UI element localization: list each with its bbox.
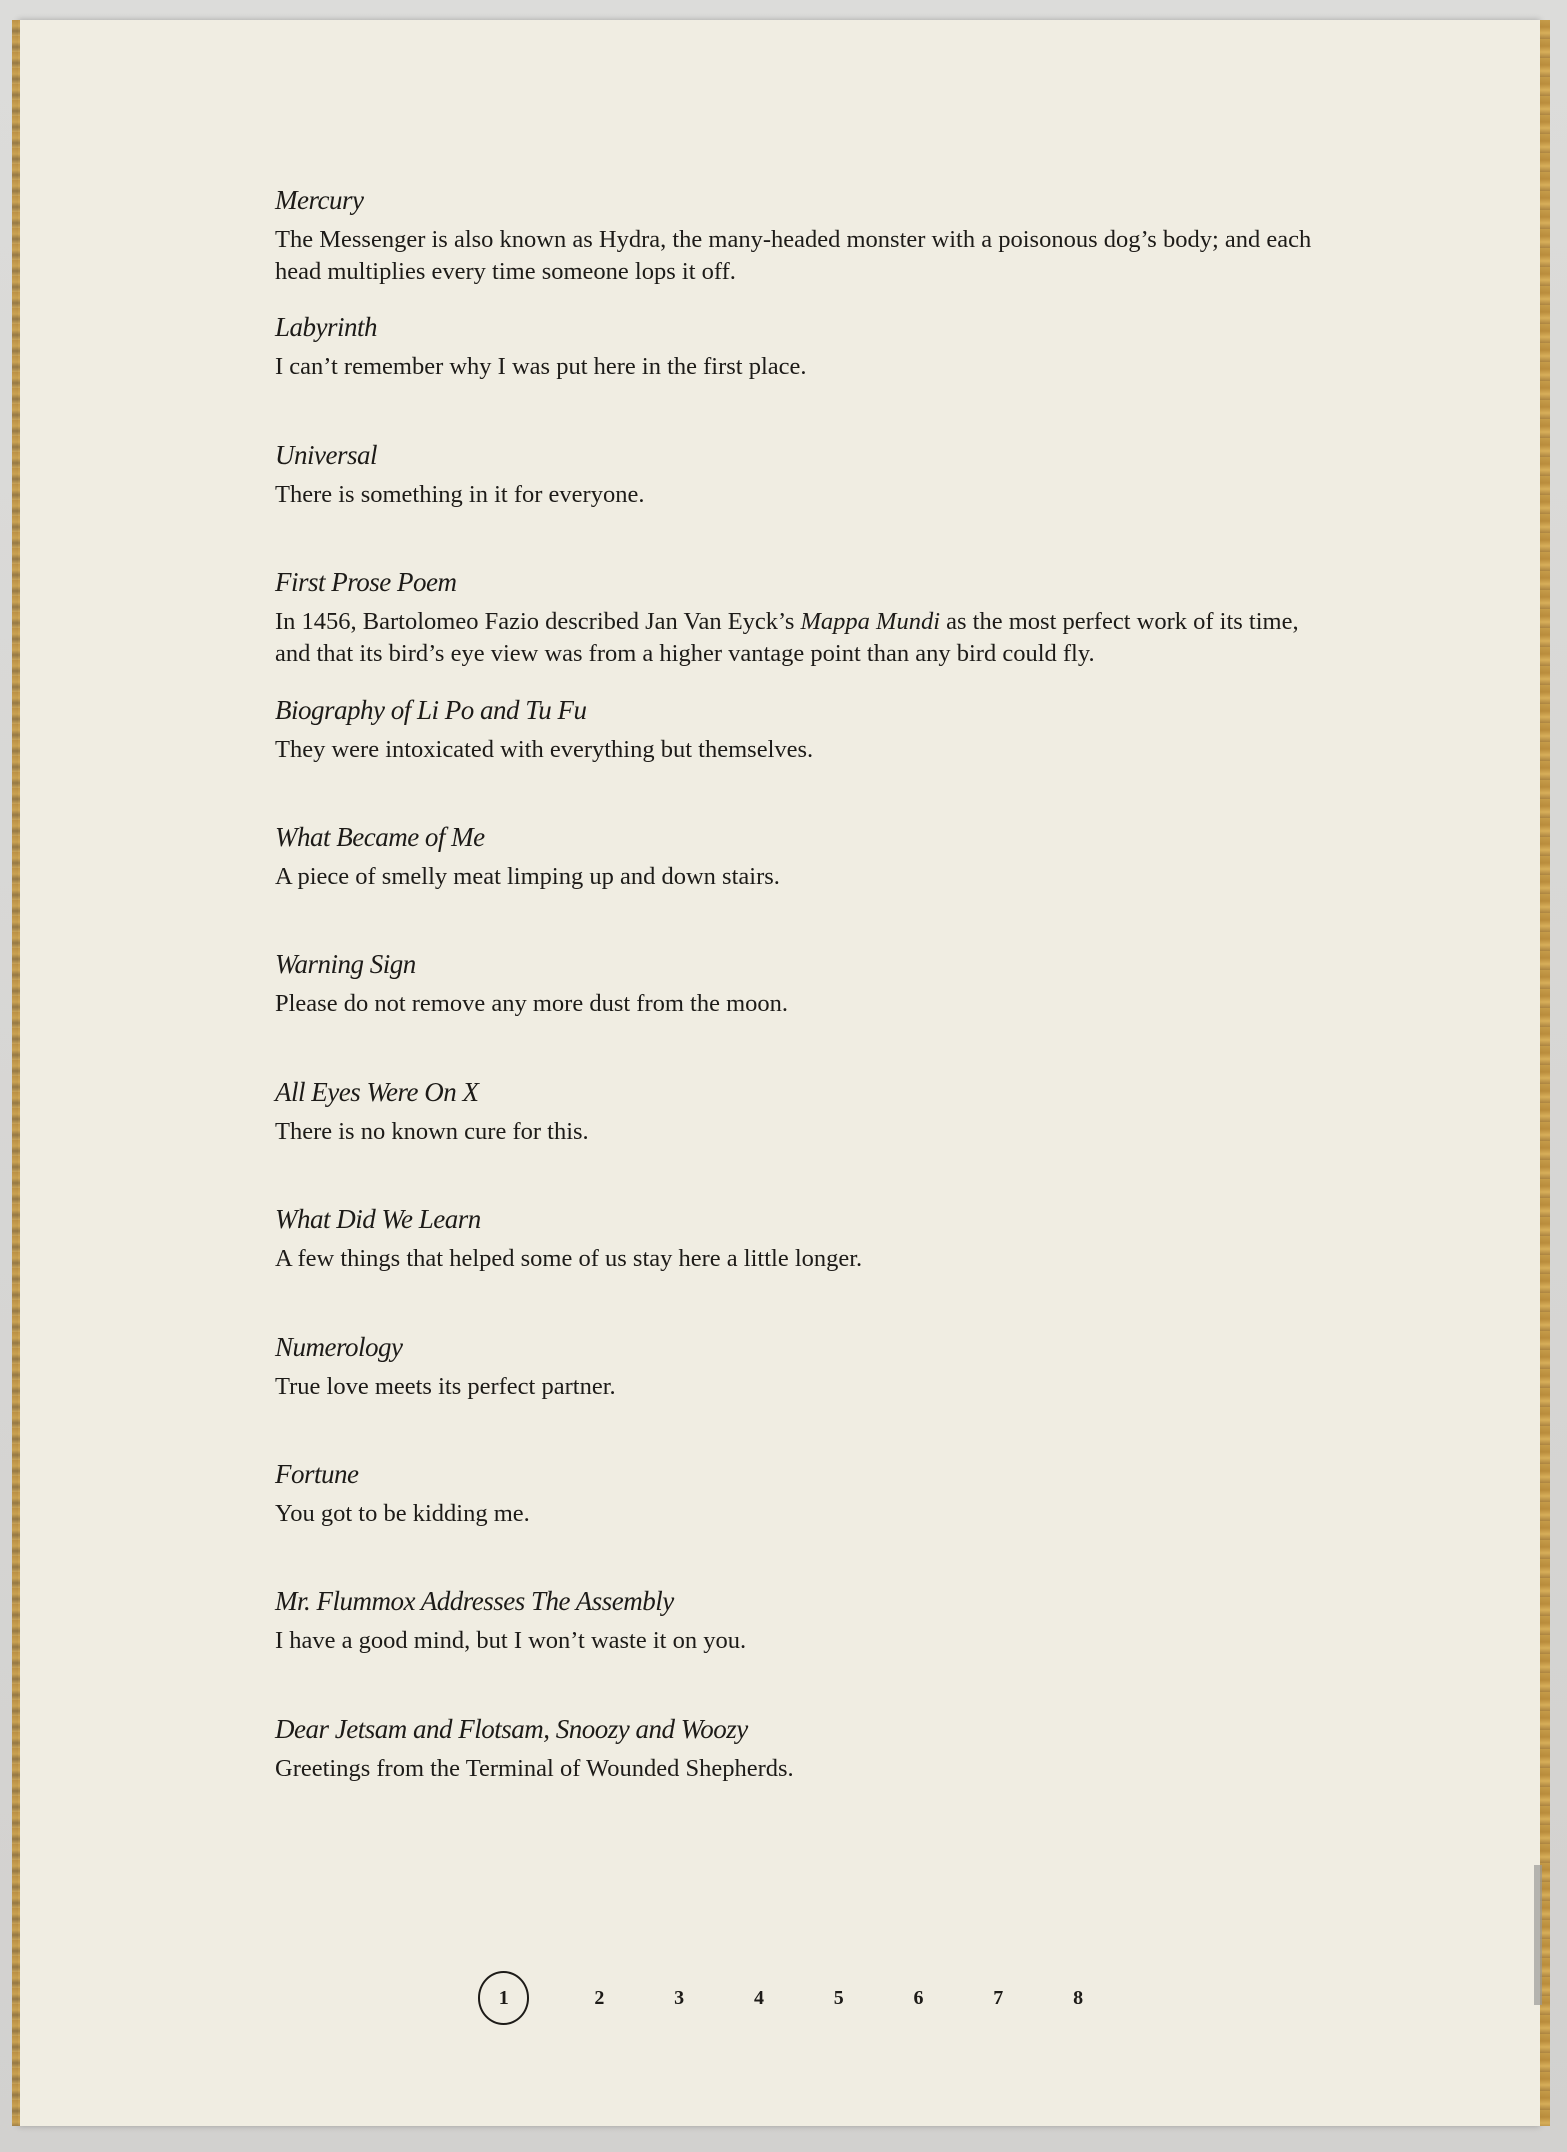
entry-labyrinth <box>275 307 1335 434</box>
entry-title: What Did We Learn <box>275 1204 481 1235</box>
page-number: 4 <box>753 1986 764 2009</box>
entry-body <box>275 606 1335 670</box>
page-number-current: 1 <box>478 1971 529 2025</box>
entry-dear-jetsam <box>275 1709 1335 1836</box>
entry-mr-flummox <box>275 1581 1335 1708</box>
entry-mercury <box>275 180 1335 307</box>
page-number: 8 <box>1073 1986 1084 2009</box>
page-number: 6 <box>913 1986 924 2009</box>
entry-title: All Eyes Were On X <box>275 1076 479 1107</box>
entry-body: There is something in it for everyone. <box>275 480 645 508</box>
entry-universal <box>275 435 1335 562</box>
page-numbers <box>478 1966 1118 2030</box>
entry-title: Mercury <box>275 185 364 215</box>
entry-body: True love meets its perfect partner. <box>275 1372 616 1400</box>
entry-warning-sign <box>275 944 1335 1071</box>
entry-body: Greetings from the Terminal of Wounded Shepherds. <box>275 1754 794 1782</box>
entry-title: Numerology <box>275 1331 403 1362</box>
page-number: 2 <box>594 1986 605 2009</box>
entry-body: The Messenger is also known as Hydra, the many-headed monster with a poisonous dog’s body; and each head multiplies every time someone lops it off. <box>275 226 1312 285</box>
entry-biography <box>275 690 1335 817</box>
entry-all-eyes <box>275 1072 1335 1199</box>
entry-title: Fortune <box>275 1458 359 1489</box>
artwork-title: Mappa Mundi <box>800 608 941 636</box>
entry-body-pre: In 1456, Bartolomeo Fazio described Jan Van Eyck’s <box>275 608 801 636</box>
entry-body: You got to be kidding me. <box>275 1499 530 1527</box>
entry-body: They were intoxicated with everything but themselves. <box>275 735 814 763</box>
entry-body: There is no known cure for this. <box>275 1117 589 1145</box>
page-number: 7 <box>993 1986 1004 2009</box>
entry-title: Labyrinth <box>275 312 378 343</box>
entry-body: I have a good mind, but I won’t waste it on you. <box>275 1627 747 1655</box>
entry-body: A piece of smelly meat limping up and down stairs. <box>275 862 780 890</box>
deckle-edge-right <box>1540 20 1550 2126</box>
entry-what-did-we-learn <box>275 1199 1335 1326</box>
entry-title: Biography of Li Po and Tu Fu <box>275 694 587 725</box>
entry-title: Mr. Flummox Addresses The Assembly <box>275 1586 674 1617</box>
entry-body: A few things that helped some of us stay here a little longer. <box>275 1245 863 1273</box>
entry-title: First Prose Poem <box>275 567 457 598</box>
entry-what-became-of-me <box>275 817 1335 944</box>
entry-first-prose-poem <box>275 562 1335 689</box>
entry-title: Universal <box>275 439 377 470</box>
entry-title: Warning Sign <box>275 949 416 980</box>
deckle-edge-left <box>12 20 20 2126</box>
page-number: 5 <box>833 1986 844 2009</box>
entry-body: Please do not remove any more dust from the moon. <box>275 990 789 1018</box>
entry-title: What Became of Me <box>275 821 485 852</box>
poem-list <box>275 180 1335 1836</box>
entry-title: Dear Jetsam and Flotsam, Snoozy and Woozy <box>275 1713 748 1744</box>
entry-fortune <box>275 1454 1335 1581</box>
entry-body-post: as the most perfect work of its time, and that its bird’s eye view was from a higher vantage point than any bird could fly. <box>275 608 1299 668</box>
page-number: 3 <box>674 1986 685 2009</box>
deckle-edge-shadow <box>1534 1865 1542 2005</box>
entry-numerology <box>275 1327 1335 1454</box>
entry-body: I can’t remember why I was put here in the first place. <box>275 353 807 381</box>
